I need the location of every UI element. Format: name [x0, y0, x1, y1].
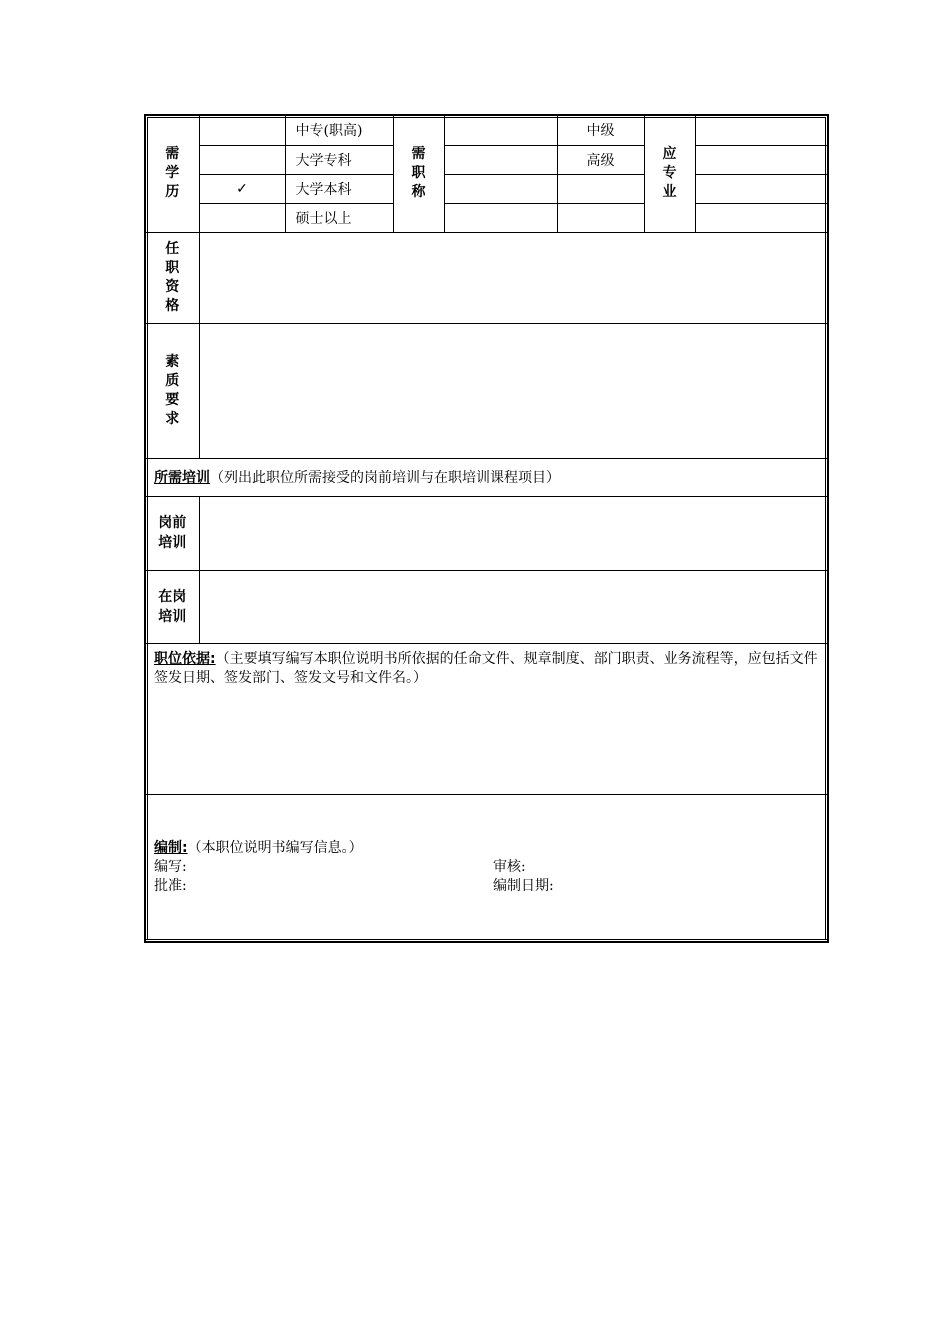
- title-check-1[interactable]: [444, 116, 557, 145]
- pre-training-field[interactable]: [199, 496, 827, 570]
- form-table: [146, 116, 827, 940]
- education-option-4: 硕士以上: [285, 203, 393, 232]
- title-label: 需 职 称: [393, 116, 444, 232]
- approver-label: 批准:: [154, 877, 187, 894]
- major-label: 应 专 业: [644, 116, 695, 232]
- date-label: 编制日期:: [493, 877, 554, 894]
- education-option-1: 中专(职高): [285, 116, 393, 145]
- major-field-3[interactable]: [695, 174, 827, 203]
- major-field-4[interactable]: [695, 203, 827, 232]
- title-check-3[interactable]: [444, 174, 557, 203]
- education-option-2: 大学专科: [285, 145, 393, 174]
- title-level-2: 高级: [557, 145, 644, 174]
- writer-label: 编写:: [154, 858, 187, 875]
- qualification-label: 任 职 资 格: [146, 232, 199, 323]
- quality-label: 素 质 要 求: [146, 323, 199, 458]
- compile-heading: 编制:: [154, 839, 188, 856]
- education-label: 需 学 历: [146, 116, 199, 232]
- basis-section[interactable]: [146, 643, 827, 794]
- basis-note: （主要填写编写本职位说明书所依据的任命文件、规章制度、部门职责、业务流程等，应包括文件签发日期、签发部门、签发文号和文件名。）: [154, 650, 818, 686]
- education-option-3: 大学本科: [285, 174, 393, 203]
- major-field-1[interactable]: [695, 116, 827, 145]
- compile-section: [146, 794, 827, 939]
- title-level-3: [557, 174, 644, 203]
- education-check-2[interactable]: [199, 145, 285, 174]
- qualification-field[interactable]: [199, 232, 827, 323]
- compile-note: （本职位说明书编写信息。）: [187, 839, 363, 856]
- education-check-4[interactable]: [199, 203, 285, 232]
- title-level-1: 中级: [557, 116, 644, 145]
- education-check-1[interactable]: [199, 116, 285, 145]
- title-check-2[interactable]: [444, 145, 557, 174]
- training-note: （列出此职位所需接受的岗前培训与在职培训课程项目）: [210, 470, 560, 486]
- training-heading: 所需培训: [154, 470, 210, 486]
- major-field-2[interactable]: [695, 145, 827, 174]
- training-header: [146, 458, 827, 496]
- quality-field[interactable]: [199, 323, 827, 458]
- reviewer-label: 审核:: [493, 858, 526, 875]
- title-check-4[interactable]: [444, 203, 557, 232]
- on-job-training-field[interactable]: [199, 570, 827, 643]
- education-check-3[interactable]: ✓: [199, 174, 285, 203]
- basis-heading: 职位依据:: [154, 650, 216, 667]
- pre-training-label: 岗前 培训: [146, 496, 199, 570]
- on-job-training-label: 在岗 培训: [146, 570, 199, 643]
- job-description-form: [144, 114, 829, 943]
- title-level-4: [557, 203, 644, 232]
